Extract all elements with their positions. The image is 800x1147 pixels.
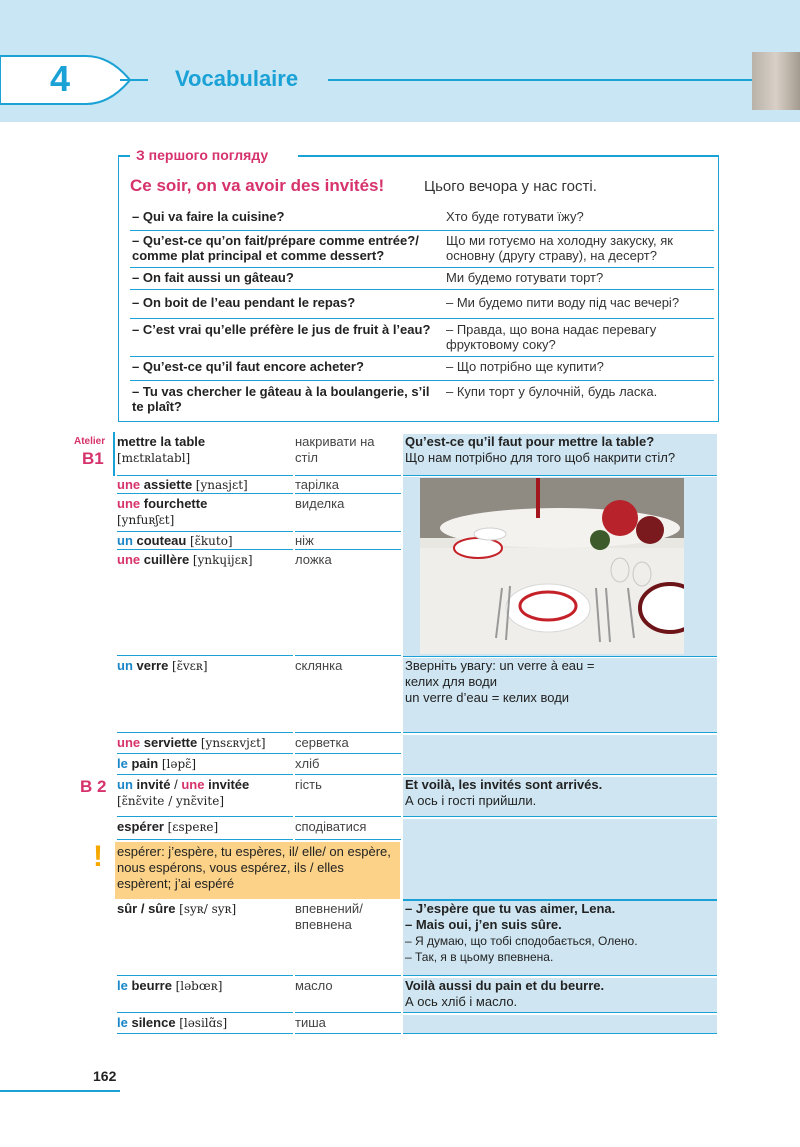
vocab-example: – J’espère que tu vas aimer, Lena. <box>405 901 616 916</box>
vocab-word: pain <box>131 756 159 771</box>
section-b2-label: B 2 <box>80 777 107 796</box>
exclamation-icon: ! <box>93 840 103 873</box>
vocab-row-invite <box>115 777 717 817</box>
vocab-word-cell <box>117 735 293 754</box>
vocab-word-cell <box>117 533 293 550</box>
vocab-row-couteau <box>115 533 717 550</box>
vocab-article: une <box>117 496 141 511</box>
vocab-word: couteau <box>136 533 187 548</box>
page-title: Vocabulaire <box>175 66 299 91</box>
vocab-word: sûr / sûre <box>117 901 176 916</box>
vocab-row-verre <box>115 658 717 733</box>
glance-fr: – Qui va faire la cuisine? <box>132 209 285 224</box>
vocab-translation: виделка <box>295 496 401 532</box>
vocab-translation: впевнений/ впевнена <box>295 901 401 976</box>
vocab-translation: хліб <box>295 756 401 775</box>
vocab-phonetic: [ɛ̃nɛ̃vite / ynɛ̃vite] <box>117 794 225 808</box>
vocab-translation: склянка <box>295 658 401 733</box>
vocab-row-mettre <box>115 434 717 476</box>
glance-fr: – On fait aussi un gâteau? <box>132 270 294 285</box>
vocab-separator: / <box>170 777 182 792</box>
vocab-phonetic: [ləbœʀ] <box>175 979 223 993</box>
vocab-word: espérer <box>117 819 164 834</box>
glance-tag: З першого погляду <box>132 147 272 163</box>
vocab-example-translation: Що нам потрібно для того щоб накрити стіл? <box>405 450 676 465</box>
conjugation-note <box>115 842 400 899</box>
vocab-phonetic: [mɛtʀlatabl] <box>117 451 191 465</box>
header-line-left <box>120 79 148 81</box>
vocab-word-cell <box>117 901 293 976</box>
vocab-article: un <box>117 777 133 792</box>
glance-fr: – Qu’est-ce qu’il faut encore acheter? <box>132 359 364 374</box>
vocab-word-cell <box>117 777 293 817</box>
vocab-article: un <box>117 533 133 548</box>
vocab-article: une <box>117 735 141 750</box>
vocab-word-cell <box>117 978 293 1013</box>
vocab-row-assiette <box>115 477 717 494</box>
header-line <box>328 79 800 81</box>
vocab-article: le <box>117 978 128 993</box>
vocab-example-translation: – Так, я в цьому впевнена. <box>405 950 554 964</box>
conjugation-note-text: espérer: j’espère, tu espères, il/ elle/ on espère, nous espérons, vous espérez, ils / elles espèrent; j’ai espéré <box>117 844 391 891</box>
vocab-phonetic: [ynasjɛt] <box>195 478 248 492</box>
glance-row <box>130 356 714 381</box>
vocab-example: Voilà aussi du pain et du beurre. <box>405 978 605 993</box>
header-photo <box>752 52 800 110</box>
vocab-translation: сподіватися <box>295 819 401 840</box>
vocab-row-esperer <box>115 819 717 840</box>
page-number: 162 <box>93 1068 117 1084</box>
verre-note-line: Зверніть увагу: un verre à eau = <box>405 658 595 673</box>
glance-uk: – Ми будемо пити воду під час вечері? <box>446 295 680 310</box>
glance-border-right <box>298 155 718 157</box>
glance-row <box>130 380 714 420</box>
glance-row <box>130 318 714 357</box>
vocab-translation: тиша <box>295 1015 401 1034</box>
vocab-example-translation: А ось хліб і масло. <box>405 994 518 1009</box>
vocab-word: invité <box>136 777 171 792</box>
glance-row <box>130 267 714 290</box>
vocab-word: serviette <box>143 735 198 750</box>
vocab-row-silence <box>115 1015 717 1034</box>
vocab-translation: ніж <box>295 533 401 550</box>
glance-row <box>130 230 714 268</box>
vocab-word: beurre <box>131 978 172 993</box>
vocab-example: Qu’est-ce qu’il faut pour mettre la table? <box>405 434 655 449</box>
vocab-empty-cell <box>403 1015 717 1034</box>
glance-row <box>130 289 714 319</box>
vocab-example: – Mais oui, j’en suis sûre. <box>405 917 562 932</box>
vocab-example-translation: – Я думаю, що тобі сподобається, Олено. <box>405 934 638 948</box>
vocab-translation: серветка <box>295 735 401 754</box>
atelier-label: Atelier <box>74 436 106 447</box>
vocab-row-pain <box>115 756 717 775</box>
vocab-word-cell <box>117 756 293 775</box>
vocab-phonetic: [ynsɛʀvjɛt] <box>200 736 266 750</box>
vocab-translation: тарілка <box>295 477 401 494</box>
vocab-word: assiette <box>143 477 193 492</box>
vocab-word-cell <box>117 434 293 476</box>
vocab-phonetic: [ynkɥijɛʀ] <box>192 553 253 567</box>
glance-uk: Ми будемо готувати торт? <box>446 270 604 285</box>
vocab-word: verre <box>136 658 169 673</box>
vocab-word-cell <box>117 819 293 840</box>
vocab-word: invitée <box>208 777 250 792</box>
glance-uk: – Правда, що вона надає перевагу фруктовому соку? <box>446 322 657 352</box>
vocab-word-cell <box>117 552 293 656</box>
vocab-phonetic: [ləpɛ̃] <box>161 757 197 771</box>
vocab-row-sur <box>115 901 717 976</box>
vocab-phonetic: [ynfuʀʃɛt] <box>117 513 175 527</box>
vocab-translation: гість <box>295 777 401 817</box>
glance-subtitle: Цього вечора у нас гості. <box>424 178 597 195</box>
vocab-row-serviette <box>115 735 717 754</box>
glance-uk: Хто буде готувати їжу? <box>446 209 584 224</box>
vocab-article: un <box>117 658 133 673</box>
vocab-row-fourchette <box>115 496 717 532</box>
glance-uk: – Купи торт у булочній, будь ласка. <box>446 384 658 399</box>
vocab-phonetic: [ɛspeʀe] <box>167 820 219 834</box>
vocab-example-cell <box>403 901 717 976</box>
vocab-translation: ложка <box>295 552 401 656</box>
glance-fr: – Qu’est-ce qu’on fait/prépare comme entrée?/ comme plat principal et comme dessert? <box>132 233 419 263</box>
glance-title: Ce soir, on va avoir des invités! <box>130 176 385 195</box>
verre-note-line: un verre d’eau = келих води <box>405 690 570 705</box>
glance-uk: Що ми готуємо на холодну закуску, як основну (другу страву), на десерт? <box>446 233 673 263</box>
vocab-example: Et voilà, les invités sont arrivés. <box>405 777 603 792</box>
vocab-word: mettre la table <box>117 434 206 449</box>
vocab-article: le <box>117 756 128 771</box>
vocab-row-beurre <box>115 978 717 1013</box>
vocab-word: fourchette <box>143 496 208 511</box>
vocab-row-cuillere <box>115 552 717 656</box>
vocab-word-cell <box>117 1015 293 1034</box>
vocab-word: silence <box>131 1015 176 1030</box>
vocab-article: une <box>181 777 205 792</box>
unit-badge-shape <box>0 52 170 112</box>
vocab-article: une <box>117 477 141 492</box>
glance-fr: – Tu vas chercher le gâteau à la boulangerie, s’il te plaît? <box>132 384 430 414</box>
vocab-phonetic: [ɛ̃vɛʀ] <box>171 659 208 673</box>
glance-fr: – On boit de l’eau pendant le repas? <box>132 295 356 310</box>
section-b1-label: B1 <box>82 449 104 468</box>
vocab-empty-cell <box>403 819 717 899</box>
vocab-phonetic: [ləsilɑ̃s] <box>179 1016 228 1030</box>
unit-number: 4 <box>49 58 71 99</box>
vocab-example-cell <box>403 777 717 817</box>
vocab-article: le <box>117 1015 128 1030</box>
glance-border-left <box>118 155 130 157</box>
vocab-word-cell <box>117 658 293 733</box>
vocab-word-cell <box>117 496 293 532</box>
vocab-word: cuillère <box>143 552 190 567</box>
vocab-note-cell <box>403 658 717 733</box>
vocab-phonetic: [syʀ/ syʀ] <box>179 902 237 916</box>
verre-note-line: келих для води <box>405 674 497 689</box>
vocab-translation: масло <box>295 978 401 1013</box>
vocab-example-cell <box>403 434 717 476</box>
vocab-translation: накривати на стіл <box>295 434 401 476</box>
glance-fr: – C’est vrai qu’elle préfère le jus de fruit à l’eau? <box>132 322 431 337</box>
vocab-word-cell <box>117 477 293 494</box>
vocab-article: une <box>117 552 141 567</box>
vocab-example-translation: А ось і гості прийшли. <box>405 793 537 808</box>
glance-row <box>130 206 714 231</box>
vocab-example-cell <box>403 978 717 1013</box>
vocab-phonetic: [ɛ̃kuto] <box>189 534 233 548</box>
footer-line <box>0 1090 120 1092</box>
glance-uk: – Що потрібно ще купити? <box>446 359 604 374</box>
